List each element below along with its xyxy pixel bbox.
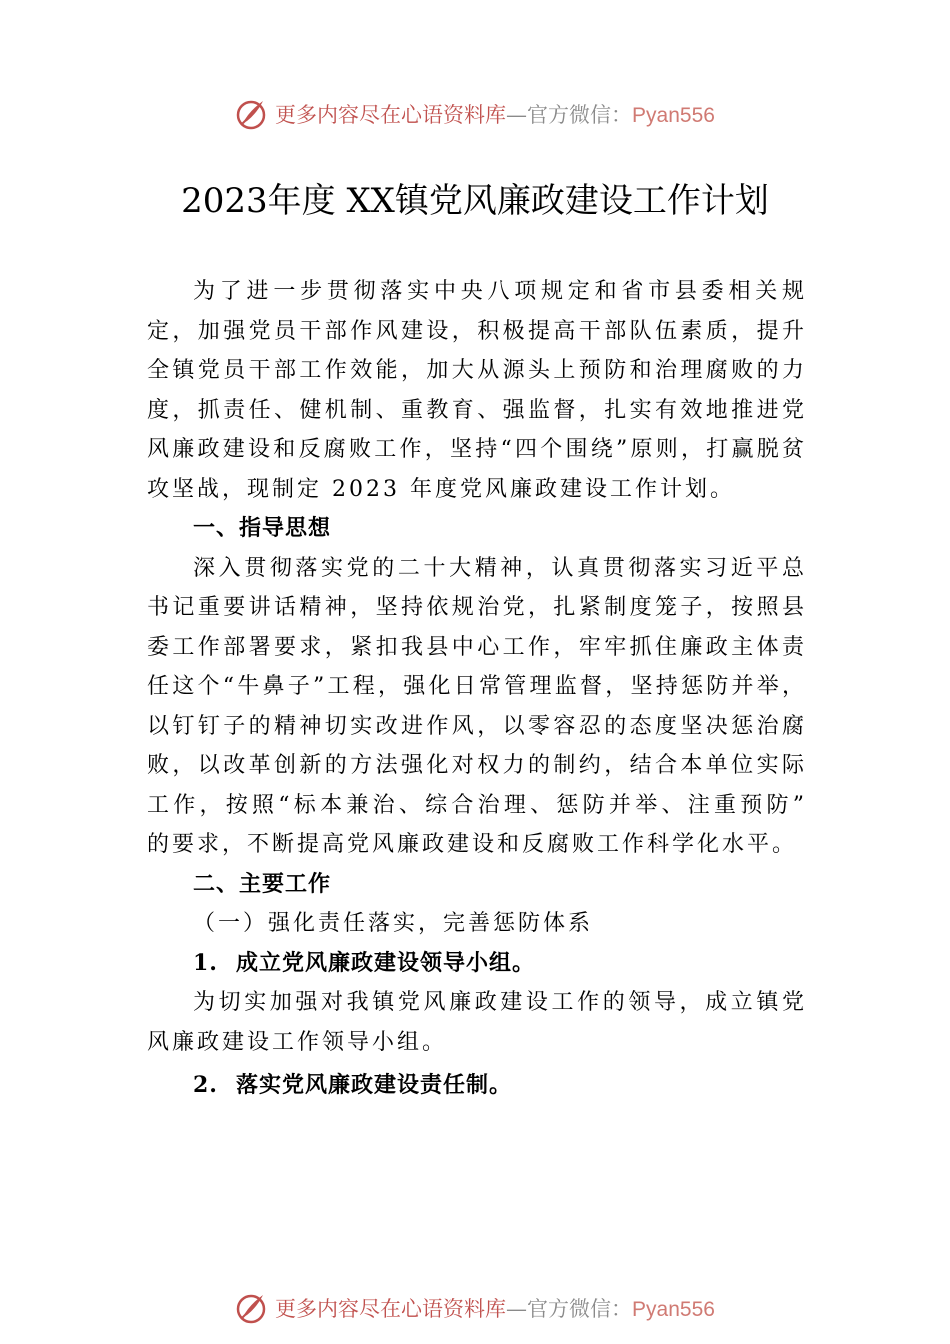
- guiding-thought-paragraph: 深入贯彻落实党的二十大精神，认真贯彻落实习近平总书记重要讲话精神，坚持依规治党，扎紧制度笼子，按照县委工作部署要求，紧扣我县中心工作，牢牢抓住廉政主体责任这个“牛鼻子”工程，强化日常管理监督，坚持惩防并举，以钉钉子的精神切实改进作风，以零容忍的态度坚决惩治腐败，以改革创新的方法强化对权力的制约，结合本单位实际工作，按照“标本兼治、综合治理、惩防并举、注重预防” 的要求，不断提高党风廉政建设和反腐败工作科学化水平。: [147, 555, 807, 857]
- subsection-heading-responsibility: （一）强化责任落实，完善惩防体系: [193, 911, 594, 936]
- section-heading-main-work: 二、主要工作: [193, 871, 332, 897]
- watermark-text: [275, 99, 715, 129]
- quill-logo-icon: [235, 97, 269, 131]
- item-heading-1-text: 成立党风廉政建设领导小组。: [235, 949, 535, 976]
- watermark-handle: Pyan556: [632, 104, 715, 127]
- watermark-text: [275, 1293, 715, 1323]
- watermark-handle: Pyan556: [632, 1298, 715, 1321]
- item-heading-2: [147, 1066, 807, 1106]
- item-number-2: 2.: [193, 1072, 218, 1098]
- item-number-1: 1.: [193, 949, 218, 976]
- watermark-text-red: 更多内容尽在心语资料库: [275, 1297, 507, 1321]
- watermark-banner-top: [0, 94, 950, 134]
- section-heading-guiding-thought: 一、指导思想: [193, 516, 332, 541]
- quill-logo-icon: [235, 1291, 269, 1325]
- item-heading-2-text: 落实党风廉政建设责任制。: [235, 1072, 512, 1098]
- item-heading-1: [147, 944, 807, 984]
- document-body: [147, 272, 807, 1106]
- watermark-text-dash: —官方微信：: [506, 1297, 633, 1321]
- item-1-paragraph: 为切实加强对我镇党风廉政建设工作的领导，成立镇党风廉政建设工作领导小组。: [147, 990, 807, 1055]
- watermark-text-dash: —官方微信：: [506, 103, 633, 127]
- intro-paragraph: 为了进一步贯彻落实中央八项规定和省市县委相关规定，加强党员干部作风建设，积极提高干部队伍素质，提升全镇党员干部工作效能，加大从源头上预防和治理腐败的力度，抓责任、健机制、重教育、强监督，扎实有效地推进党风廉政建设和反腐败工作，坚持“四个围绕”原则，打赢脱贫攻坚战，现制定 2023 年度党风廉政建设工作计划。: [147, 279, 807, 502]
- watermark-text-red: 更多内容尽在心语资料库: [275, 103, 507, 127]
- document-title: 2023年度 XX镇党风廉政建设工作计划: [181, 181, 769, 221]
- watermark-banner-bottom: [0, 1288, 950, 1328]
